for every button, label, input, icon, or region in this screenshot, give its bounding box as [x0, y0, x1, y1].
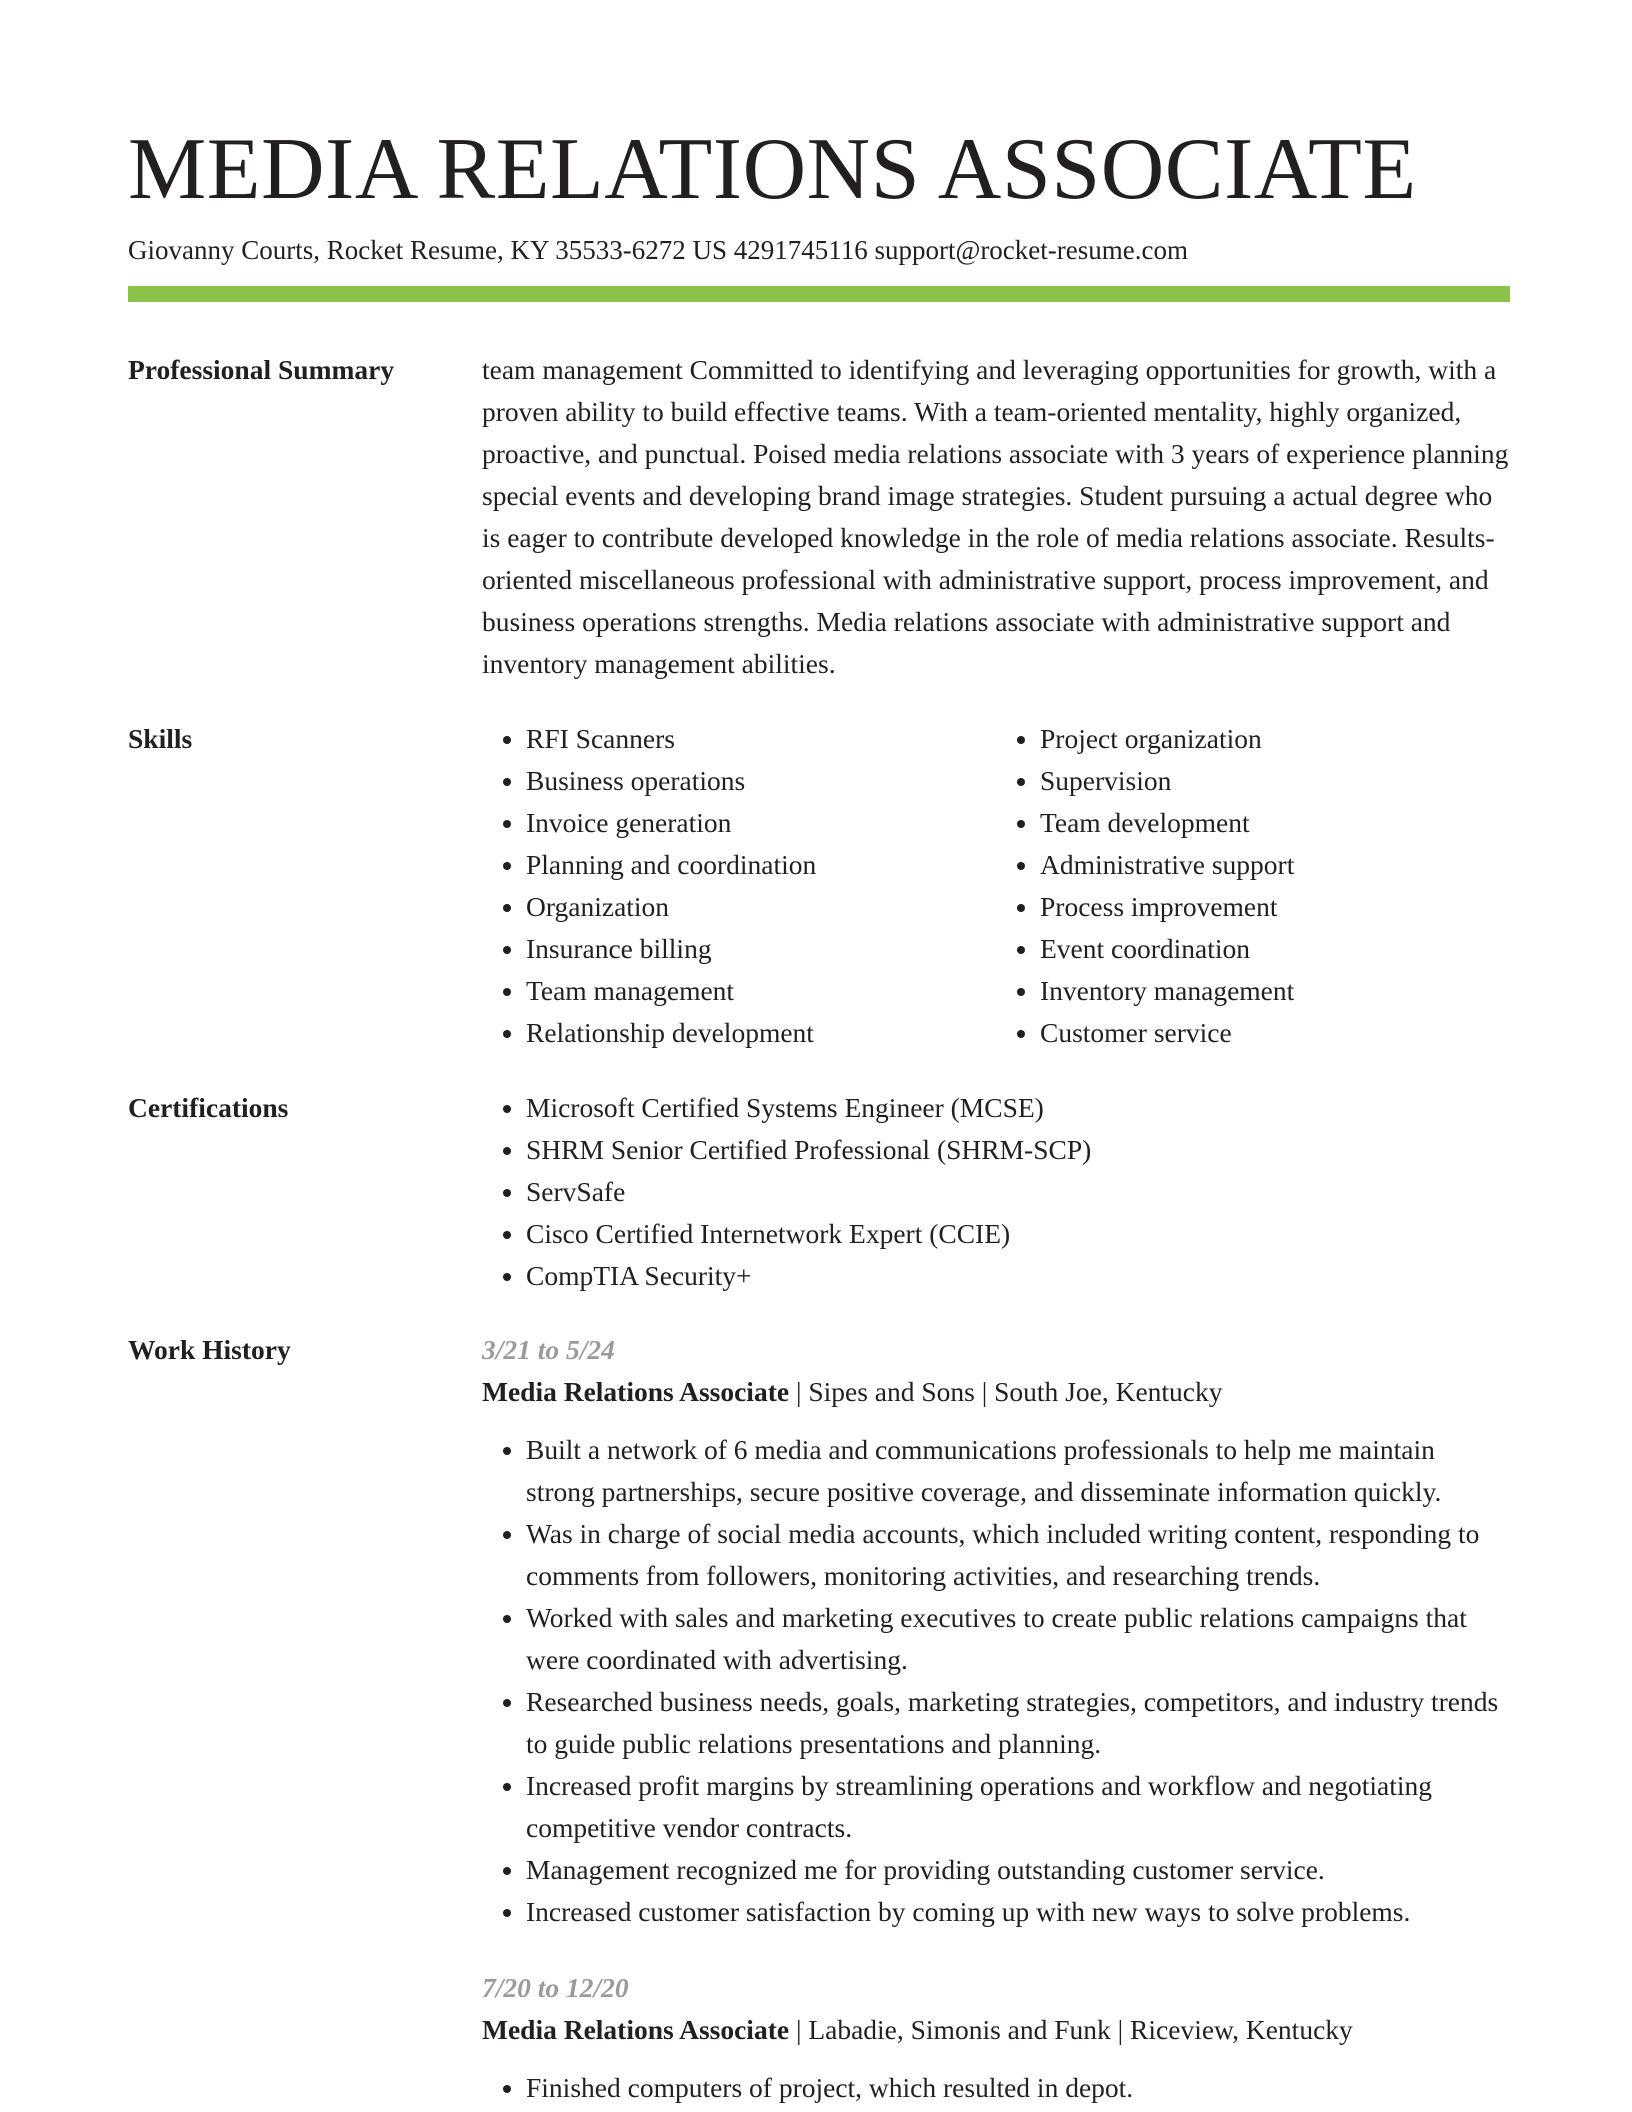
job-bullets — [482, 1429, 1510, 1933]
skills-list-left — [482, 718, 996, 1054]
certification-item: • CompTIA Security+ — [526, 1255, 1510, 1297]
job-bullet: • Researched business needs, goals, marketing strategies, competitors, and industry trends to guide public relations presentations and planning. — [526, 1681, 1510, 1765]
certifications-body — [482, 1087, 1510, 1297]
certifications-list — [482, 1087, 1510, 1297]
skill-item: • RFI Scanners — [526, 718, 996, 760]
job-bullet: • Increased profit margins by streamlining operations and workflow and negotiating competitive vendor contracts. — [526, 1765, 1510, 1849]
job-entry — [482, 1967, 1510, 2109]
header-accent-rule — [128, 286, 1510, 302]
job-dates: 3/21 to 5/24 — [482, 1334, 615, 1365]
skills-label: Skills — [128, 723, 193, 754]
job-bullet: • Built a network of 6 media and communications professionals to help me maintain strong partnerships, secure positive coverage, and disseminate information quickly. — [526, 1429, 1510, 1513]
skill-item: • Project organization — [1040, 718, 1510, 760]
skill-item: • Team development — [1040, 802, 1510, 844]
certification-item: • Cisco Certified Internetwork Expert (CCIE) — [526, 1213, 1510, 1255]
certification-item: • SHRM Senior Certified Professional (SHRM-SCP) — [526, 1129, 1510, 1171]
job-role: Media Relations Associate — [482, 1376, 790, 1407]
job-heading — [482, 2009, 1510, 2051]
job-bullet: • Increased customer satisfaction by coming up with new ways to solve problems. — [526, 1891, 1510, 1933]
skill-item: • Organization — [526, 886, 996, 928]
skill-item: • Process improvement — [1040, 886, 1510, 928]
work-body — [482, 1329, 1510, 2109]
certifications-label: Certifications — [128, 1092, 289, 1123]
skill-item: • Inventory management — [1040, 970, 1510, 1012]
skill-item: • Insurance billing — [526, 928, 996, 970]
skill-item: • Customer service — [1040, 1012, 1510, 1054]
work-label: Work History — [128, 1334, 291, 1365]
skill-item: • Planning and coordination — [526, 844, 996, 886]
skill-item: • Relationship development — [526, 1012, 996, 1054]
job-heading — [482, 1371, 1510, 1413]
job-entry — [482, 1329, 1510, 1933]
certification-item: • Microsoft Certified Systems Engineer (MCSE) — [526, 1087, 1510, 1129]
skill-item: • Invoice generation — [526, 802, 996, 844]
job-details: | Labadie, Simonis and Funk | Riceview, Kentucky — [789, 2014, 1353, 2045]
job-bullet: • Was in charge of social media accounts, which included writing content, responding to comments from followers, monitoring activities, and researching trends. — [526, 1513, 1510, 1597]
job-details: | Sipes and Sons | South Joe, Kentucky — [789, 1376, 1223, 1407]
summary-body — [482, 349, 1510, 685]
job-dates: 7/20 to 12/20 — [482, 1972, 629, 2003]
resume-title: MEDIA RELATIONS ASSOCIATE — [128, 121, 1417, 218]
skill-item: • Team management — [526, 970, 996, 1012]
job-bullet: • Management recognized me for providing outstanding customer service. — [526, 1849, 1510, 1891]
contact-line: Giovanny Courts, Rocket Resume, KY 35533-6272 US 4291745116 support@rocket-resume.com — [128, 235, 1188, 265]
job-role: Media Relations Associate — [482, 2014, 790, 2045]
skill-item: • Supervision — [1040, 760, 1510, 802]
skill-item: • Administrative support — [1040, 844, 1510, 886]
job-bullet: • Worked with sales and marketing executives to create public relations campaigns that were coordinated with advertising. — [526, 1597, 1510, 1681]
job-bullets — [482, 2067, 1510, 2109]
summary-label: Professional Summary — [128, 354, 395, 385]
skill-item: • Business operations — [526, 760, 996, 802]
skills-body — [482, 718, 1510, 1054]
summary-text: team management Committed to identifying and leveraging opportunities for growth, with a proven ability to build effective teams. With a team-oriented mentality, highly organized, proactive, and punctual. Poised media relations associate with 3 years of experience planning special events and developing brand image strategies. Student pursuing a actual degree who is eager to contribute developed knowledge in the role of media relations associate. Results-oriented miscellaneous professional with administrative support, process improvement, and business operations strengths. Media relations associate with administrative support and inventory management abilities. — [482, 354, 1509, 679]
skill-item: • Event coordination — [1040, 928, 1510, 970]
skills-list-right — [996, 718, 1510, 1054]
certification-item: • ServSafe — [526, 1171, 1510, 1213]
job-bullet: • Finished computers of project, which resulted in depot. — [526, 2067, 1510, 2109]
